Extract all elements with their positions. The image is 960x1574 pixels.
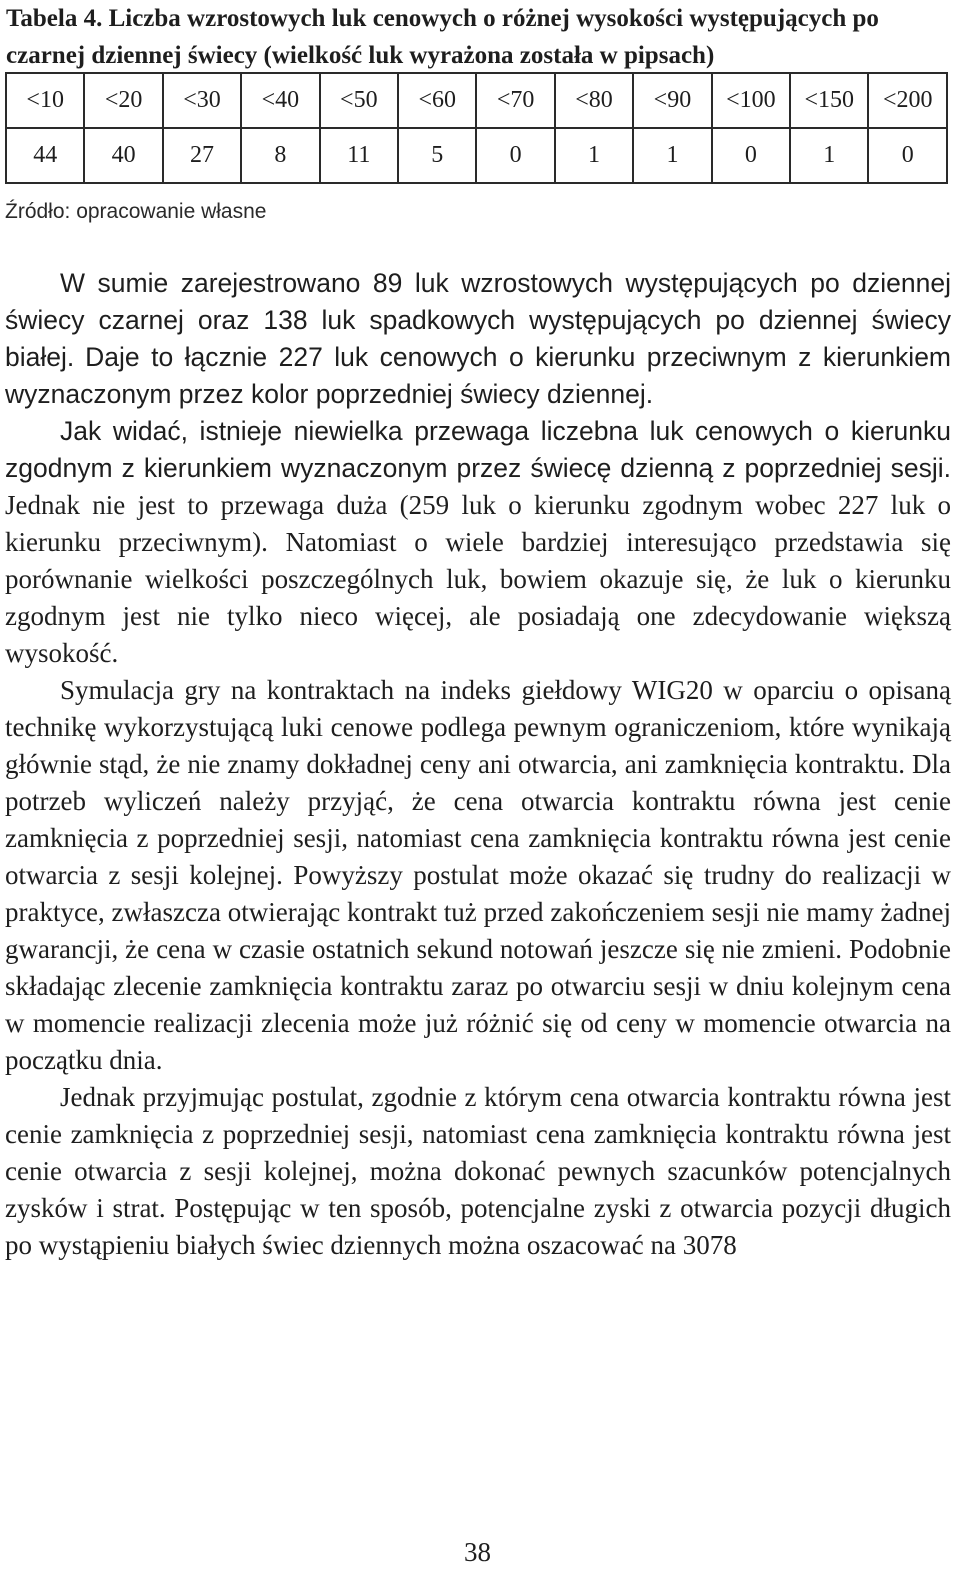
paragraph-1 (5, 265, 951, 413)
table-header-cell: <150 (790, 73, 868, 128)
table-header-row (6, 73, 947, 128)
body-text (5, 265, 951, 1264)
table-source-note: Źródło: opracowanie własne (5, 200, 267, 223)
table-value-cell: 11 (320, 128, 398, 183)
paragraph-3-sentence-a: Symulacja gry na kontraktach na indeks giełdowy WIG20 w oparciu o opisaną technikę wykorzystującą luki cenowe podlega pewnym ograniczeniom, które wynikają głównie stąd, że nie znamy dokładnej ceny ani otwarcia, ani zamknięcia kontraktu. (5, 675, 951, 779)
paragraph-2-sentence-a: Jak widać, istnieje niewielka przewaga liczebna luk cenowych o kierunku zgodnym z kierunkiem wyznaczonym przez świecę dzienną z poprzedniej sesji. (5, 416, 951, 483)
paragraph-1-sentence-b: Daje to łącznie 227 luk cenowych o kierunku przeciwnym z kierunkiem wyznaczonym przez kolor poprzedniej świecy dziennej. (5, 342, 952, 409)
paragraph-2 (5, 413, 951, 672)
paragraph-3-sentence-d: Podobnie składając zlecenie zamknięcia kontraktu zaraz po otwarciu sesji w dniu kolejnym cena w momencie realizacji zlecenia może już różnić się od ceny w momencie otwarcia na początku dnia. (5, 934, 952, 1075)
table-header-cell: <20 (84, 73, 162, 128)
table-caption: Tabela 4. Liczba wzrostowych luk cenowych o różnej wysokości występujących po czarnej dziennej świecy (wielkość luk wyrażona została w pipsach) (6, 5, 879, 69)
table-value-cell: 27 (163, 128, 241, 183)
table-value-cell: 0 (712, 128, 790, 183)
table-header-cell: <30 (163, 73, 241, 128)
table-value-cell: 0 (868, 128, 947, 183)
gap-count-table (5, 72, 948, 184)
table-header-cell: <50 (320, 73, 398, 128)
table-value-cell: 5 (398, 128, 476, 183)
paragraph-3-sentence-b: Dla potrzeb wyliczeń należy przyjąć, że cena otwarcia kontraktu równa jest cenie zamknięcia z poprzedniej sesji, natomiast cena zamknięcia kontraktu równa jest cenie otwarcia z sesji kolejnej. (5, 749, 952, 890)
paragraph-2-sentence-c: Natomiast o wiele bardziej interesująco przedstawia się porównanie wielkości poszczególnych luk, bowiem okazuje się, że luk o kierunku zgodnym jest nie tylko nieco więcej, ale posiadają one zdecydowanie większą wysokość. (5, 527, 951, 668)
table-value-cell: 40 (84, 128, 162, 183)
table-value-cell: 0 (476, 128, 554, 183)
table-header-cell: <80 (555, 73, 633, 128)
paragraph-3 (5, 672, 951, 1079)
table-value-cell: 44 (6, 128, 84, 183)
paragraph-2-sentence-b: Jednak nie jest to przewaga duża (259 luk o kierunku zgodnym wobec 227 luk o kierunku przeciwnym). (5, 490, 951, 557)
table-header-cell: <40 (241, 73, 319, 128)
table-header-cell: <100 (712, 73, 790, 128)
table-header-cell: <90 (633, 73, 711, 128)
paragraph-4: Jednak przyjmując postulat, zgodnie z którym cena otwarcia kontraktu równa jest cenie zamknięcia z poprzedniej sesji, natomiast cena zamknięcia kontraktu równa jest cenie otwarcia z sesji kolejnej, można dokonać pewnych szacunków potencjalnych zysków i strat. Postępując w ten sposób, potencjalne zyski z otwarcia pozycji długich po wystąpieniu białych świec dziennych można oszacować na 3078 (5, 1082, 951, 1260)
table-value-cell: 8 (241, 128, 319, 183)
table-value-cell: 1 (633, 128, 711, 183)
paragraph-3-sentence-c: Powyższy postulat może okazać się trudny do realizacji w praktyce, zwłaszcza otwierając kontrakt tuż przed zakończeniem sesji nie mamy żadnej gwarancji, że cena w czasie ostatnich sekund notowań jeszcze się nie zmieni. (5, 860, 951, 964)
table-header-cell: <70 (476, 73, 554, 128)
table-value-cell: 1 (555, 128, 633, 183)
table-header-cell: <200 (868, 73, 947, 128)
table-header-cell: <60 (398, 73, 476, 128)
table-value-row (6, 128, 947, 183)
table-value-cell: 1 (790, 128, 868, 183)
page-number: 38 (464, 1537, 491, 1567)
table-header-cell: <10 (6, 73, 84, 128)
paragraph-1-sentence-a: W sumie zarejestrowano 89 luk wzrostowych występujących po dziennej świecy czarnej oraz 138 luk spadkowych występujących po dziennej świecy białej. (5, 268, 951, 372)
